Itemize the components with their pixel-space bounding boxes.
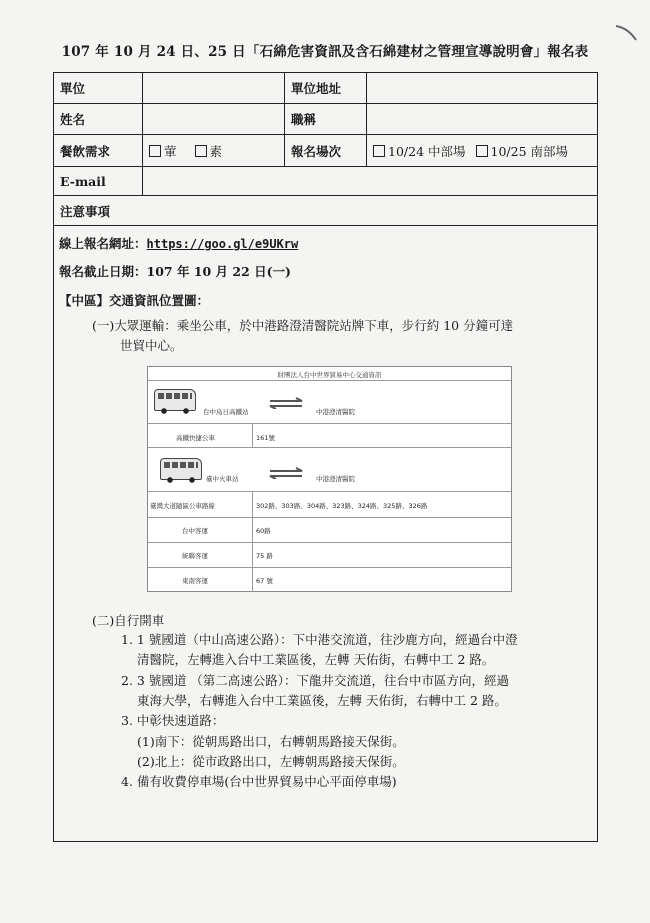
email-label: E-mail <box>60 173 106 189</box>
map-row-value: 67 號 <box>256 577 273 585</box>
venue-label: 報名場次 <box>284 135 366 166</box>
meal-option-meat[interactable] <box>149 142 177 160</box>
drive-text: 清醫院，左轉進入台中工業區後，左轉 天佑街，右轉中工 2 路。 <box>137 652 495 667</box>
drive-heading: (二)自行開車 <box>92 613 165 628</box>
deadline-text: 報名截止日期：107 年 10 月 22 日(一) <box>59 264 291 279</box>
route1-from: 台中烏日高鐵站 <box>203 408 249 416</box>
form-row-email <box>54 167 597 196</box>
drive-text: (2)北上：從市政路出口，左轉朝馬路接天保街。 <box>137 754 405 769</box>
venue-option-central[interactable] <box>373 142 466 160</box>
notes-label: 注意事項 <box>60 203 111 219</box>
drive-text: 東海大學，右轉進入台中工業區後，左轉 天佑街，右轉中工 2 路。 <box>137 693 507 708</box>
drive-text: 4. 備有收費停車場(台中世界貿易中心平面停車場) <box>121 774 397 789</box>
registration-url-line <box>59 234 298 252</box>
map-row-label: 臺灣大道隨區公車路線 <box>150 502 215 510</box>
transit-text-1: (一)大眾運輸：乘坐公車，於中港路澄清醫院站牌下車，步行約 10 分鐘可達 <box>92 318 514 333</box>
map-divider <box>148 380 511 381</box>
bus-icon <box>154 389 196 411</box>
registration-url-label: 線上報名網址： <box>59 236 147 251</box>
map-divider <box>148 517 511 518</box>
checkbox-icon <box>149 145 161 157</box>
name-field[interactable] <box>142 104 284 134</box>
venue-options <box>366 135 597 166</box>
map-divider <box>148 447 511 448</box>
checkbox-icon <box>476 145 488 157</box>
email-field[interactable] <box>142 167 597 195</box>
venue-option-south-label: 10/25 南部場 <box>490 143 568 159</box>
name-label: 姓名 <box>60 112 86 127</box>
drive-text: 2. 3 號國道 （第二高速公路）：下龍井交流道，往台中市區方向，經過 <box>121 673 510 688</box>
map-row-label: 統聯客運 <box>182 552 208 560</box>
row1-label: 高鐵快捷公車 <box>176 434 215 442</box>
scan-mark-icon <box>612 22 642 48</box>
form-row-name <box>54 104 597 135</box>
two-way-arrow-icon <box>266 467 306 479</box>
route2-from: 臺中火車站 <box>206 475 239 483</box>
two-way-arrow-icon <box>266 397 306 409</box>
map-row-value: 302路、303路、304路、323路、324路、325路、326路 <box>256 502 428 510</box>
drive-text: 1. 1 號國道（中山高速公路）：下中港交流道，往沙鹿方向，經過台中澄 <box>121 632 518 647</box>
map-divider <box>148 491 511 492</box>
registration-url-link[interactable]: https://goo.gl/e9UKrw <box>146 237 299 251</box>
form-row-unit <box>54 73 597 104</box>
drive-text: (1)南下：從朝馬路出口，右轉朝馬路接天保街。 <box>137 734 405 749</box>
meal-option-meat-label: 葷 <box>164 143 177 159</box>
form-row-meal-venue <box>54 135 597 167</box>
map-divider <box>148 423 511 424</box>
meal-option-veg[interactable] <box>195 142 223 160</box>
map-row-label: 東南客運 <box>182 577 208 585</box>
row1-value: 161號 <box>256 434 275 442</box>
transit-text-2: 世貿中心。 <box>120 338 183 353</box>
bus-icon <box>160 458 202 480</box>
venue-option-central-label: 10/24 中部場 <box>388 143 466 159</box>
unit-address-field[interactable] <box>366 73 597 103</box>
meal-option-veg-label: 素 <box>209 143 223 159</box>
map-divider <box>252 423 253 447</box>
checkbox-icon <box>195 145 207 157</box>
checkbox-icon <box>373 145 385 157</box>
venue-option-south[interactable] <box>476 142 569 160</box>
transport-map-image <box>147 366 512 592</box>
meal-label: 餐飲需求 <box>60 143 111 159</box>
unit-field[interactable] <box>142 73 284 103</box>
drive-text: 3. 中彰快速道路： <box>121 713 225 728</box>
map-divider <box>148 542 511 543</box>
map-row-value: 75 路 <box>256 552 273 560</box>
job-title-field[interactable] <box>366 104 597 134</box>
map-title: 財團法人台中世界貿易中心交通資訊 <box>277 371 382 379</box>
map-divider <box>148 567 511 568</box>
meal-options <box>142 135 284 166</box>
map-row-value: 60路 <box>256 527 271 535</box>
form-row-notes <box>54 196 597 226</box>
unit-address-label: 單位地址 <box>284 73 366 103</box>
section-heading: 【中區】交通資訊位置圖： <box>59 293 210 308</box>
job-title-label: 職稱 <box>284 104 366 134</box>
document-title: 107 年 10 月 24 日、25 日「石綿危害資訊及含石綿建材之管理宣導說明會」報名表 <box>61 44 589 60</box>
route1-to: 中港澄清醫院 <box>316 408 355 416</box>
unit-label: 單位 <box>60 81 86 96</box>
route2-to: 中港澄清醫院 <box>316 475 355 483</box>
map-row-label: 台中客運 <box>182 527 208 535</box>
